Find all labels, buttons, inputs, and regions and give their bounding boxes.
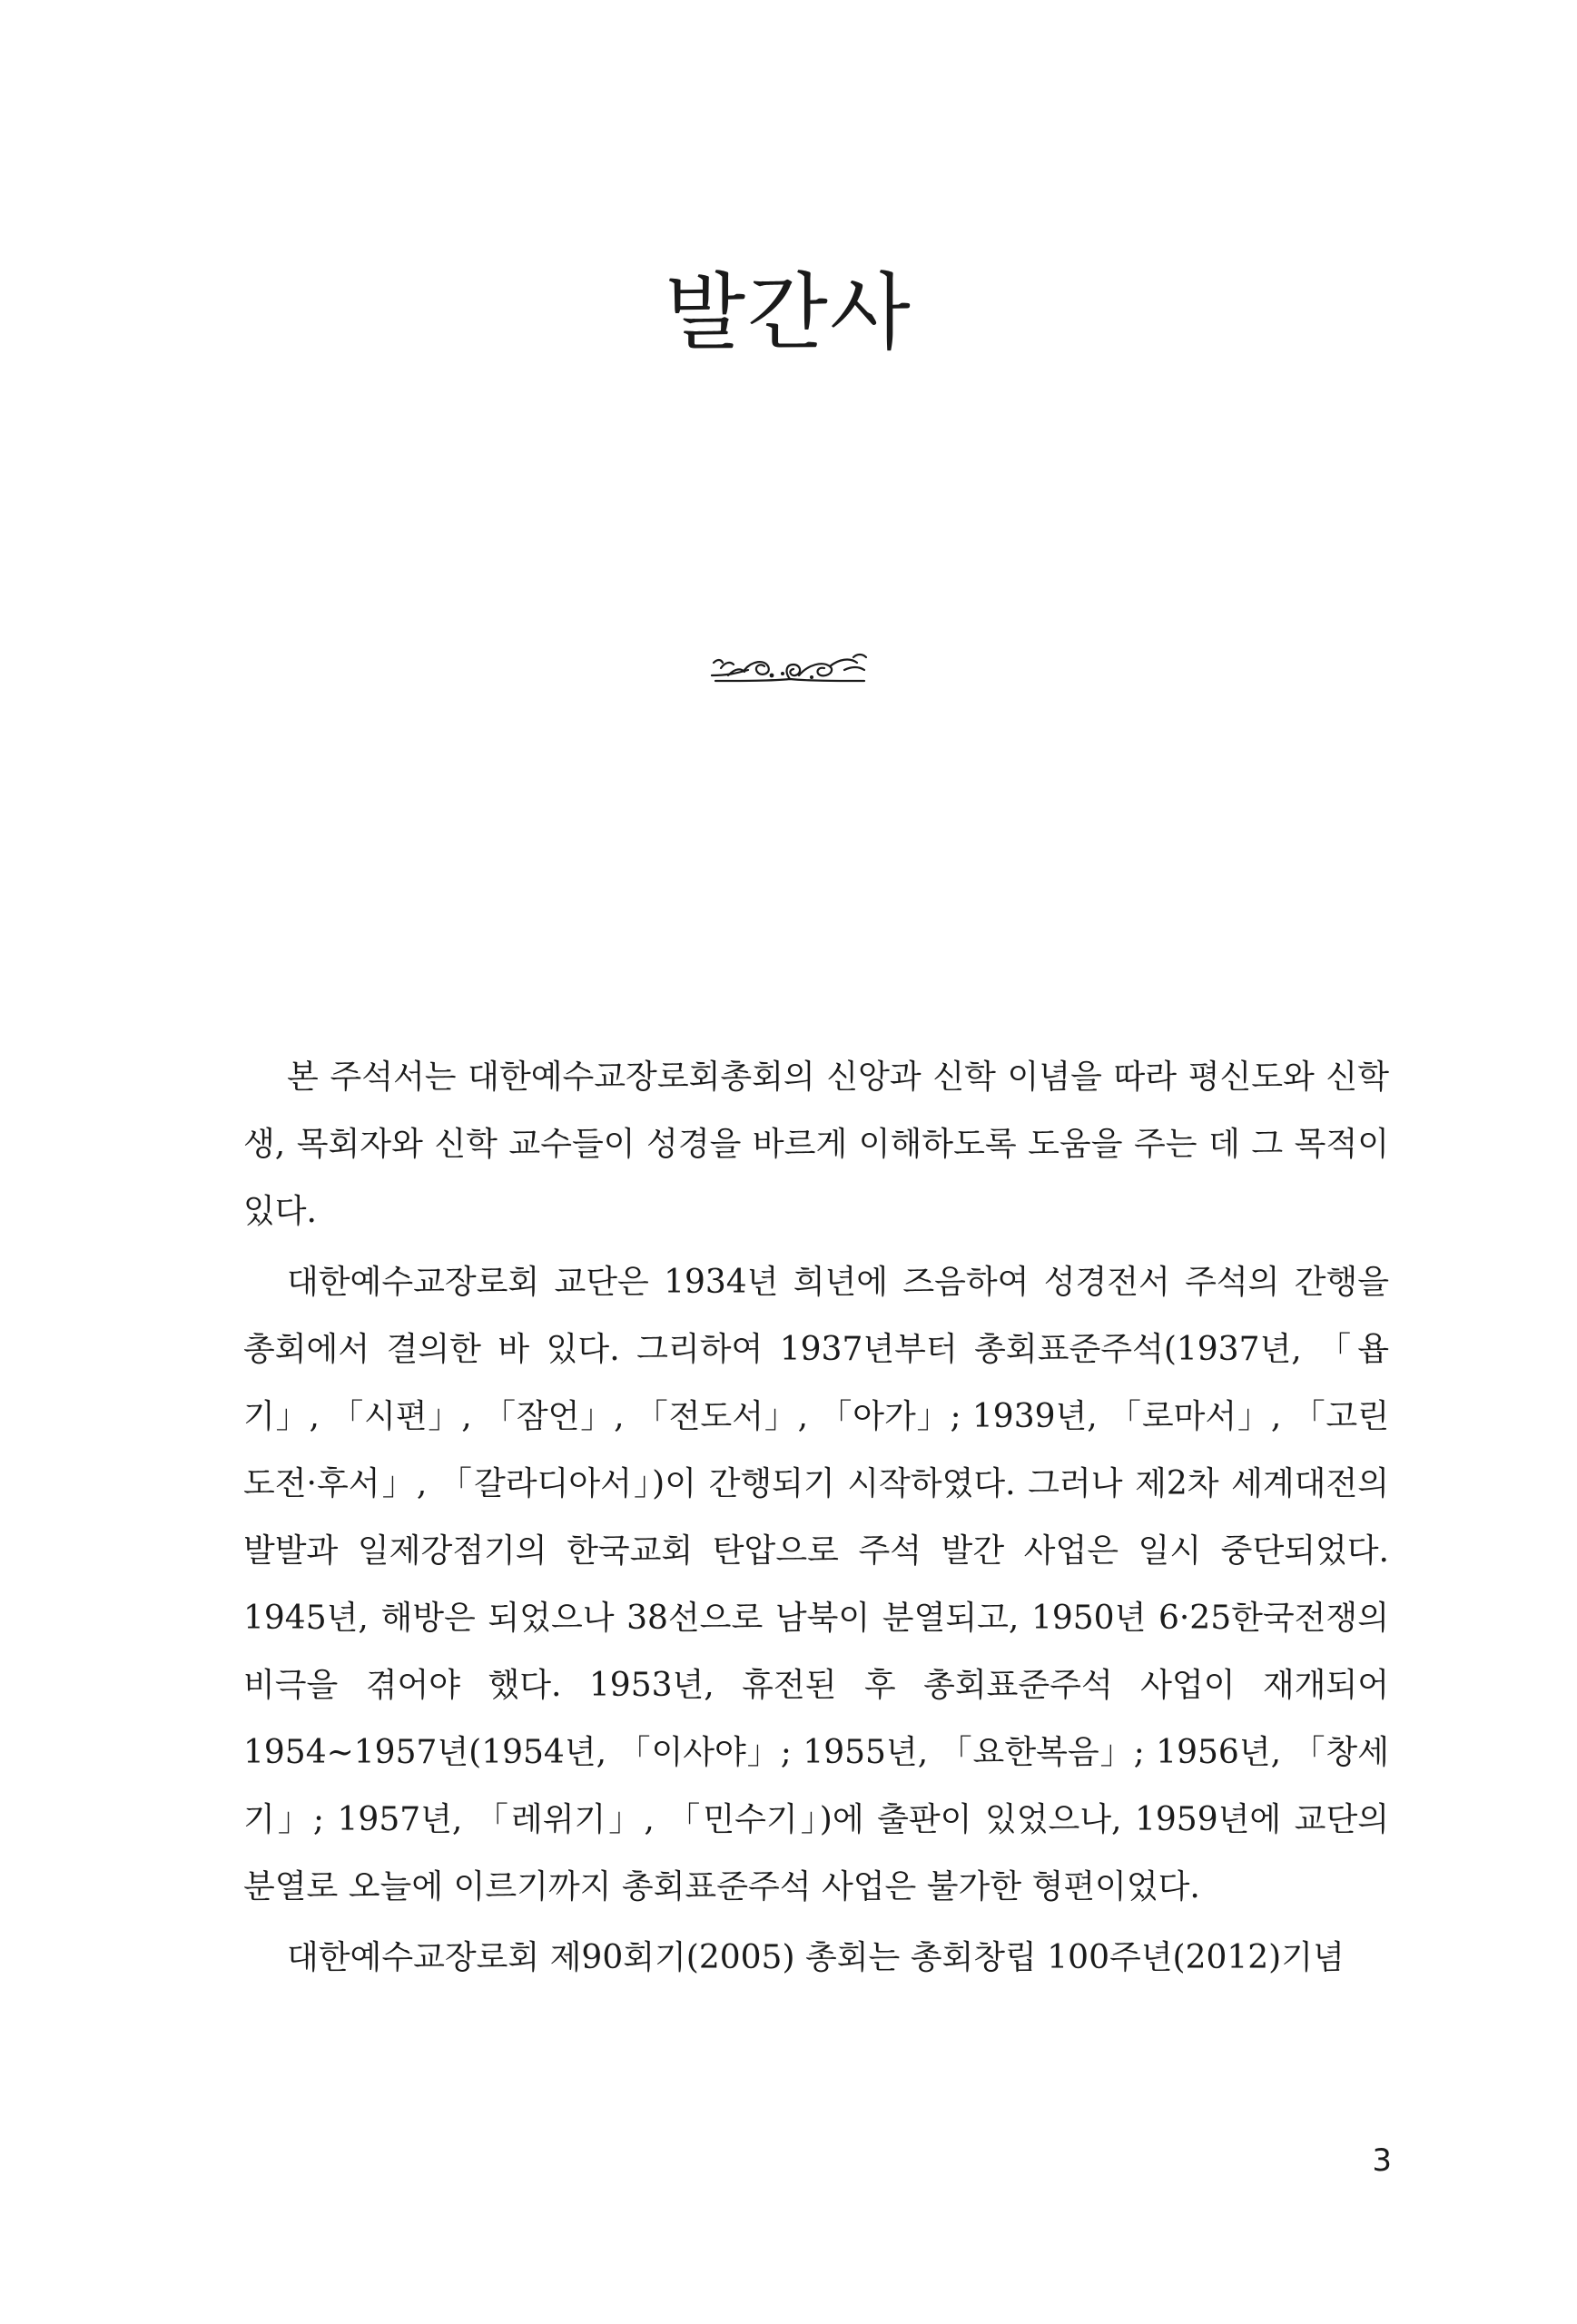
page-number: 3 (1372, 2142, 1392, 2179)
paragraph-purpose: 본 주석서는 대한예수교장로회총회의 신앙과 신학 이념을 따라 평신도와 신학생, 목회자와 신학 교수들이 성경을 바르게 이해하도록 도움을 주는 데 그 목적이 있다. (243, 1059, 1389, 1230)
body-text (243, 1044, 1389, 1995)
page-title: 발간사 (665, 263, 912, 361)
paragraph-assembly: 대한예수교장로회 제90회기(2005) 총회는 총회창립 100주년(2012)기념 (287, 1939, 1345, 1976)
ornament-flourish-icon (708, 648, 872, 690)
paragraph-history: 대한예수교장로회 교단은 1934년 희년에 즈음하여 성경전서 주석의 간행을 총회에서 결의한 바 있다. 그리하여 1937년부터 총회표준주석(1937년, 「욥기」, 「시편」, 「잠언」, 「전도서」, 「아가」; 1939년, 「로마서」, 「고린도전·후서」, 「갈라디아서」)이 간행되기 시작하였다. 그러나 제2차 세계대전의 발발과 일제강점기의 한국교회 탄압으로 주석 발간 사업은 일시 중단되었다. 1945년, 해방은 되었으나 38선으로 남북이 분열되고, 1950년 6·25한국전쟁의 비극을 겪어야 했다. 1953년, 휴전된 후 총회표준주석 사업이 재개되어 1954~1957년(1954년, 「이사야」; 1955년, 「요한복음」; 1956년, 「창세기」; 1957년, 「레위기」, 「민수기」)에 출판이 있었으나, 1959년에 교단의 분열로 오늘에 이르기까지 총회표준주석 사업은 불가한 형편이었다. (243, 1264, 1389, 1905)
